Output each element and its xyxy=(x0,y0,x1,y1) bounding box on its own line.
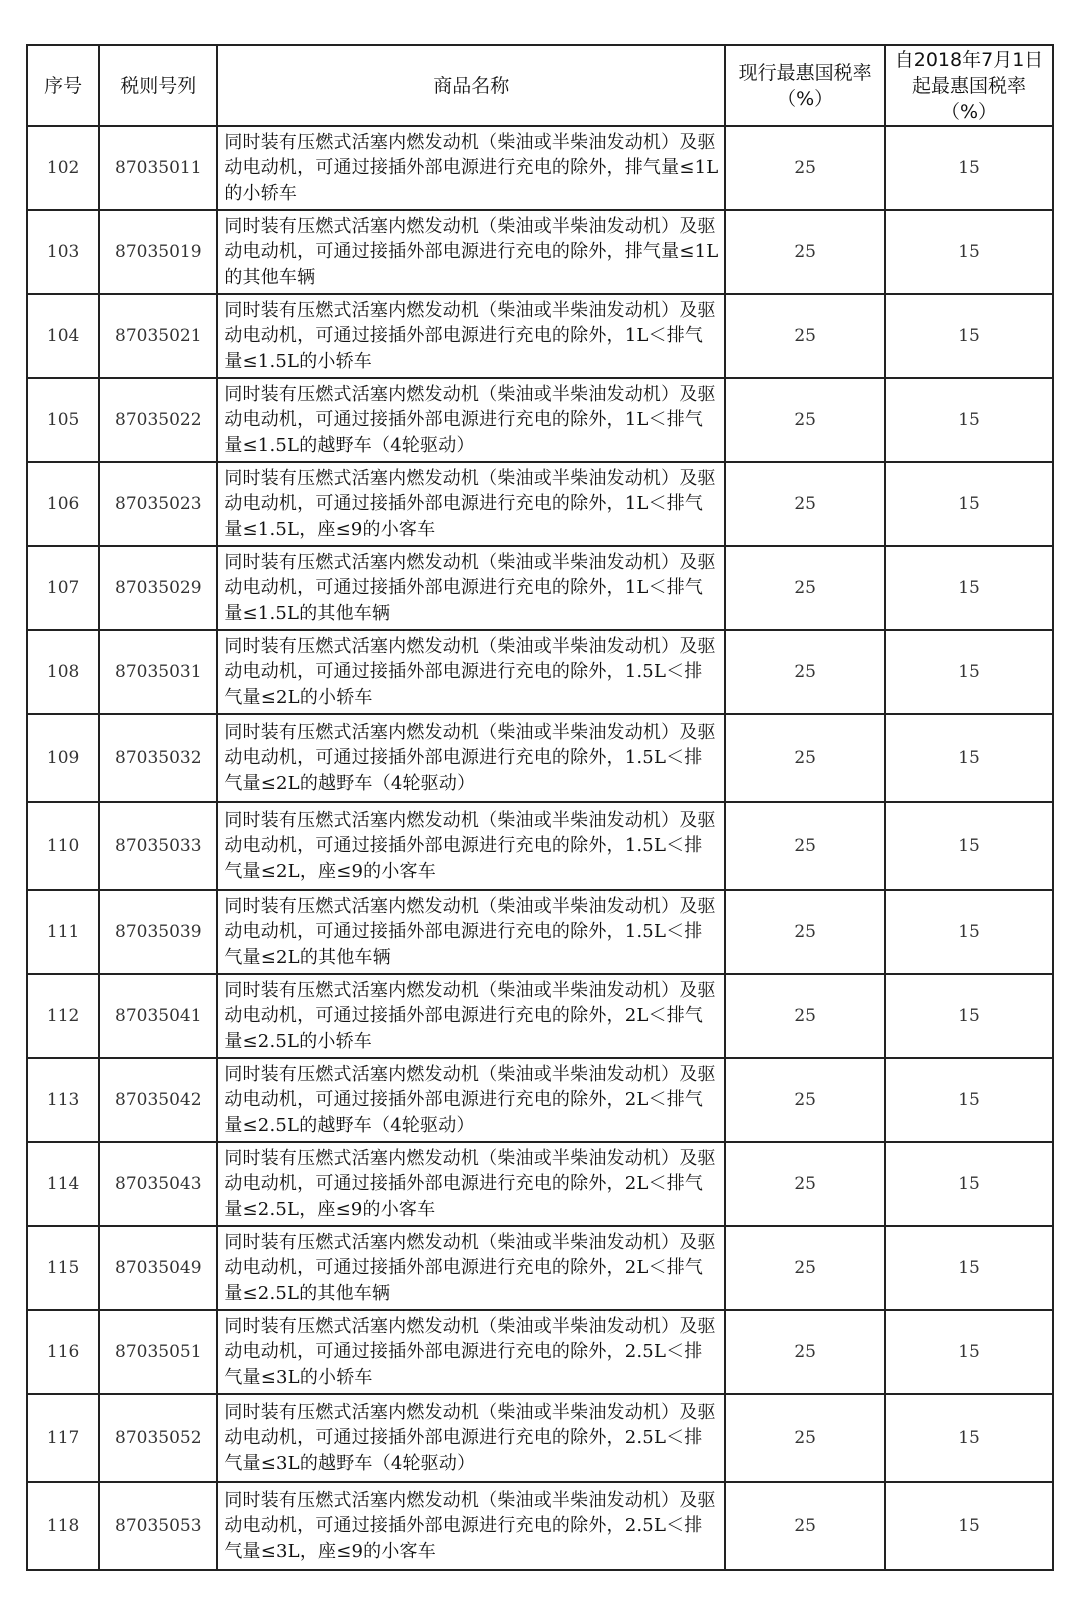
row-index: 110 xyxy=(27,802,99,890)
row-new-rate: 15 xyxy=(885,1142,1053,1226)
header-current-rate: 现行最惠国税率（%） xyxy=(725,45,885,126)
row-new-rate: 15 xyxy=(885,462,1053,546)
row-name: 同时装有压燃式活塞内燃发动机（柴油或半柴油发动机）及驱动电动机，可通过接插外部电源进行充电的除外，排气量≤1L的小轿车 xyxy=(217,126,725,210)
row-current-rate: 25 xyxy=(725,378,885,462)
row-code: 87035011 xyxy=(99,126,217,210)
header-index: 序号 xyxy=(27,45,99,126)
header-name: 商品名称 xyxy=(217,45,725,126)
table-row xyxy=(27,210,1053,294)
table-row xyxy=(27,1310,1053,1394)
row-new-rate: 15 xyxy=(885,546,1053,630)
row-new-rate: 15 xyxy=(885,974,1053,1058)
table-header xyxy=(27,45,1053,126)
row-code: 87035039 xyxy=(99,890,217,974)
table-row xyxy=(27,126,1053,210)
row-name: 同时装有压燃式活塞内燃发动机（柴油或半柴油发动机）及驱动电动机，可通过接插外部电源进行充电的除外，1L＜排气量≤1.5L，座≤9的小客车 xyxy=(217,462,725,546)
row-index: 107 xyxy=(27,546,99,630)
row-current-rate: 25 xyxy=(725,1142,885,1226)
row-name: 同时装有压燃式活塞内燃发动机（柴油或半柴油发动机）及驱动电动机，可通过接插外部电源进行充电的除外，1L＜排气量≤1.5L的小轿车 xyxy=(217,294,725,378)
row-current-rate: 25 xyxy=(725,126,885,210)
row-index: 115 xyxy=(27,1226,99,1310)
row-index: 103 xyxy=(27,210,99,294)
row-name: 同时装有压燃式活塞内燃发动机（柴油或半柴油发动机）及驱动电动机，可通过接插外部电源进行充电的除外，1.5L＜排气量≤2L，座≤9的小客车 xyxy=(217,802,725,890)
table-row xyxy=(27,378,1053,462)
tariff-table xyxy=(26,44,1054,1571)
row-code: 87035029 xyxy=(99,546,217,630)
row-code: 87035052 xyxy=(99,1394,217,1482)
row-code: 87035043 xyxy=(99,1142,217,1226)
row-name: 同时装有压燃式活塞内燃发动机（柴油或半柴油发动机）及驱动电动机，可通过接插外部电源进行充电的除外，2L＜排气量≤2.5L，座≤9的小客车 xyxy=(217,1142,725,1226)
row-index: 105 xyxy=(27,378,99,462)
row-index: 113 xyxy=(27,1058,99,1142)
row-code: 87035032 xyxy=(99,714,217,802)
row-code: 87035049 xyxy=(99,1226,217,1310)
row-code: 87035023 xyxy=(99,462,217,546)
row-index: 117 xyxy=(27,1394,99,1482)
row-new-rate: 15 xyxy=(885,630,1053,714)
row-name: 同时装有压燃式活塞内燃发动机（柴油或半柴油发动机）及驱动电动机，可通过接插外部电源进行充电的除外，2L＜排气量≤2.5L的越野车（4轮驱动） xyxy=(217,1058,725,1142)
row-new-rate: 15 xyxy=(885,1394,1053,1482)
row-current-rate: 25 xyxy=(725,546,885,630)
row-current-rate: 25 xyxy=(725,1226,885,1310)
row-name: 同时装有压燃式活塞内燃发动机（柴油或半柴油发动机）及驱动电动机，可通过接插外部电源进行充电的除外，1L＜排气量≤1.5L的越野车（4轮驱动） xyxy=(217,378,725,462)
row-new-rate: 15 xyxy=(885,126,1053,210)
row-code: 87035031 xyxy=(99,630,217,714)
row-index: 114 xyxy=(27,1142,99,1226)
row-name: 同时装有压燃式活塞内燃发动机（柴油或半柴油发动机）及驱动电动机，可通过接插外部电源进行充电的除外，1.5L＜排气量≤2L的小轿车 xyxy=(217,630,725,714)
row-current-rate: 25 xyxy=(725,1310,885,1394)
row-new-rate: 15 xyxy=(885,1226,1053,1310)
row-index: 116 xyxy=(27,1310,99,1394)
row-current-rate: 25 xyxy=(725,714,885,802)
table-row xyxy=(27,1482,1053,1570)
row-name: 同时装有压燃式活塞内燃发动机（柴油或半柴油发动机）及驱动电动机，可通过接插外部电源进行充电的除外，1.5L＜排气量≤2L的越野车（4轮驱动） xyxy=(217,714,725,802)
table-row xyxy=(27,546,1053,630)
row-new-rate: 15 xyxy=(885,210,1053,294)
row-new-rate: 15 xyxy=(885,890,1053,974)
row-current-rate: 25 xyxy=(725,1482,885,1570)
row-new-rate: 15 xyxy=(885,294,1053,378)
row-current-rate: 25 xyxy=(725,210,885,294)
row-index: 111 xyxy=(27,890,99,974)
row-code: 87035022 xyxy=(99,378,217,462)
row-code: 87035053 xyxy=(99,1482,217,1570)
row-name: 同时装有压燃式活塞内燃发动机（柴油或半柴油发动机）及驱动电动机，可通过接插外部电源进行充电的除外，排气量≤1L的其他车辆 xyxy=(217,210,725,294)
row-new-rate: 15 xyxy=(885,714,1053,802)
row-code: 87035033 xyxy=(99,802,217,890)
table-row xyxy=(27,1226,1053,1310)
row-name: 同时装有压燃式活塞内燃发动机（柴油或半柴油发动机）及驱动电动机，可通过接插外部电源进行充电的除外，2.5L＜排气量≤3L的小轿车 xyxy=(217,1310,725,1394)
row-name: 同时装有压燃式活塞内燃发动机（柴油或半柴油发动机）及驱动电动机，可通过接插外部电源进行充电的除外，1.5L＜排气量≤2L的其他车辆 xyxy=(217,890,725,974)
row-new-rate: 15 xyxy=(885,1482,1053,1570)
row-new-rate: 15 xyxy=(885,1058,1053,1142)
row-current-rate: 25 xyxy=(725,1058,885,1142)
row-code: 87035021 xyxy=(99,294,217,378)
row-name: 同时装有压燃式活塞内燃发动机（柴油或半柴油发动机）及驱动电动机，可通过接插外部电源进行充电的除外，2.5L＜排气量≤3L，座≤9的小客车 xyxy=(217,1482,725,1570)
row-index: 108 xyxy=(27,630,99,714)
row-current-rate: 25 xyxy=(725,630,885,714)
row-name: 同时装有压燃式活塞内燃发动机（柴油或半柴油发动机）及驱动电动机，可通过接插外部电源进行充电的除外，2L＜排气量≤2.5L的小轿车 xyxy=(217,974,725,1058)
row-current-rate: 25 xyxy=(725,802,885,890)
row-current-rate: 25 xyxy=(725,1394,885,1482)
header-row xyxy=(27,45,1053,126)
table-row xyxy=(27,1058,1053,1142)
row-index: 104 xyxy=(27,294,99,378)
table-body xyxy=(27,126,1053,1570)
row-name: 同时装有压燃式活塞内燃发动机（柴油或半柴油发动机）及驱动电动机，可通过接插外部电源进行充电的除外，2L＜排气量≤2.5L的其他车辆 xyxy=(217,1226,725,1310)
table-row xyxy=(27,714,1053,802)
table-row xyxy=(27,630,1053,714)
row-index: 109 xyxy=(27,714,99,802)
header-new-rate: 自2018年7月1日起最惠国税率（%） xyxy=(885,45,1053,126)
row-index: 112 xyxy=(27,974,99,1058)
table-row xyxy=(27,1394,1053,1482)
row-new-rate: 15 xyxy=(885,802,1053,890)
row-current-rate: 25 xyxy=(725,294,885,378)
row-code: 87035042 xyxy=(99,1058,217,1142)
table-row xyxy=(27,802,1053,890)
row-new-rate: 15 xyxy=(885,378,1053,462)
row-code: 87035019 xyxy=(99,210,217,294)
row-name: 同时装有压燃式活塞内燃发动机（柴油或半柴油发动机）及驱动电动机，可通过接插外部电源进行充电的除外，1L＜排气量≤1.5L的其他车辆 xyxy=(217,546,725,630)
row-current-rate: 25 xyxy=(725,890,885,974)
row-code: 87035051 xyxy=(99,1310,217,1394)
header-code: 税则号列 xyxy=(99,45,217,126)
table-row xyxy=(27,890,1053,974)
row-index: 118 xyxy=(27,1482,99,1570)
row-name: 同时装有压燃式活塞内燃发动机（柴油或半柴油发动机）及驱动电动机，可通过接插外部电源进行充电的除外，2.5L＜排气量≤3L的越野车（4轮驱动） xyxy=(217,1394,725,1482)
table-row xyxy=(27,974,1053,1058)
row-code: 87035041 xyxy=(99,974,217,1058)
table-row xyxy=(27,294,1053,378)
row-new-rate: 15 xyxy=(885,1310,1053,1394)
table-row xyxy=(27,462,1053,546)
row-index: 106 xyxy=(27,462,99,546)
tariff-table-container xyxy=(26,44,1054,1571)
table-row xyxy=(27,1142,1053,1226)
row-current-rate: 25 xyxy=(725,462,885,546)
row-index: 102 xyxy=(27,126,99,210)
row-current-rate: 25 xyxy=(725,974,885,1058)
